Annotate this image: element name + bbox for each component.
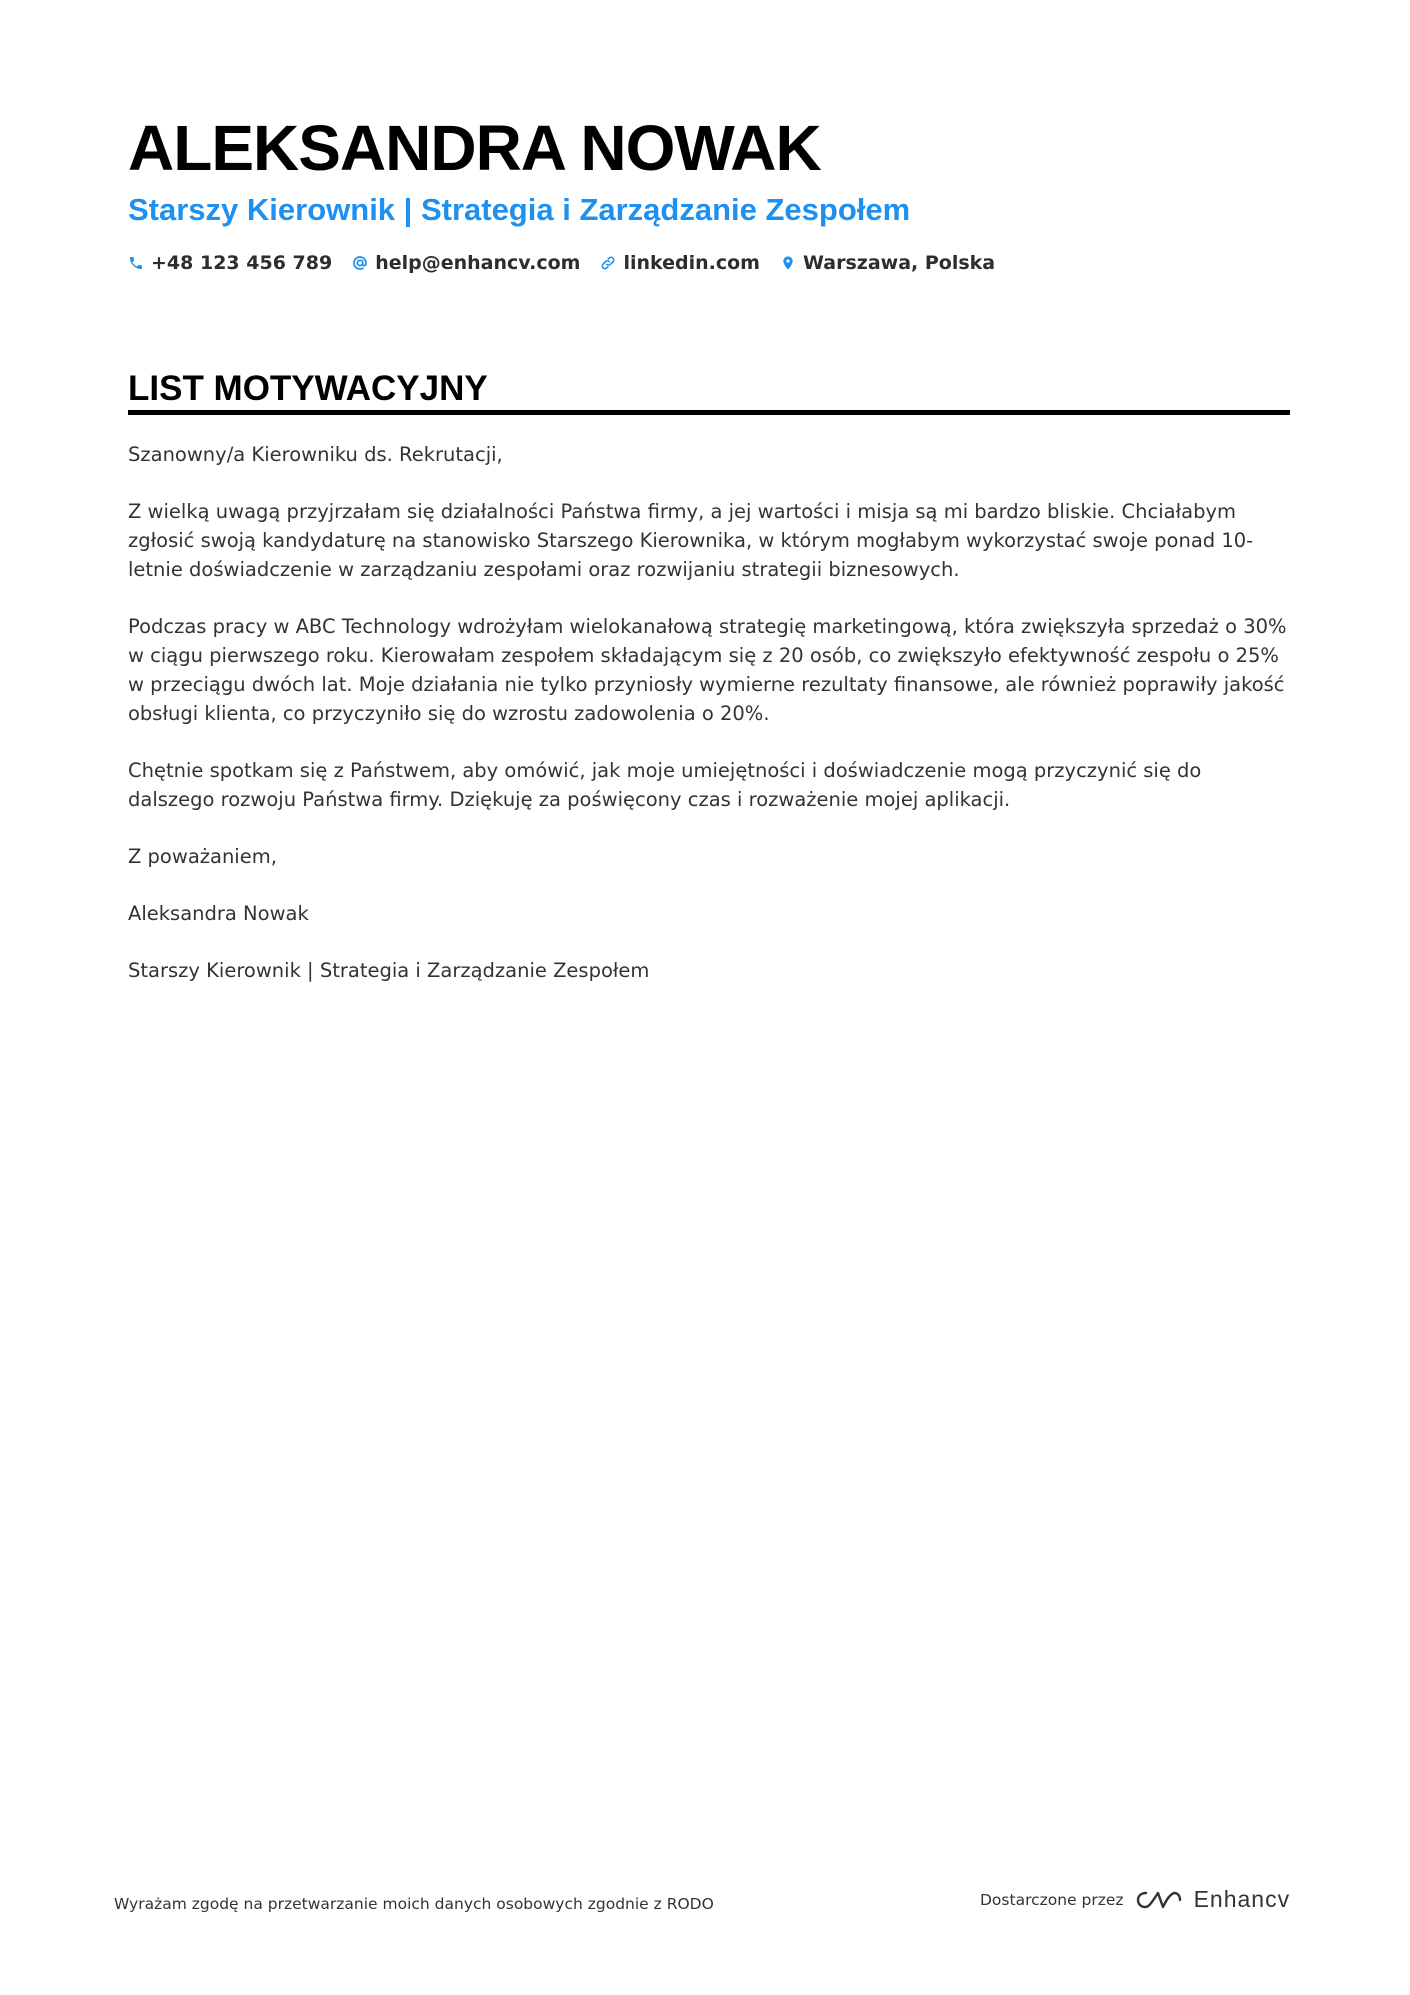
- signature-title: Starszy Kierownik | Strategia i Zarządzanie Zespołem: [128, 959, 650, 982]
- gdpr-consent-text: Wyrażam zgodę na przetwarzanie moich danych osobowych zgodnie z RODO: [114, 1895, 714, 1913]
- letter-paragraph: Chętnie spotkam się z Państwem, aby omówić, jak moje umiejętności i doświadczenie mogą przyczynić się do dalszego rozwoju Państwa firmy. Dziękuję za poświęcony czas i rozważenie mojej aplikacji.: [128, 759, 1202, 811]
- letter-body: [128, 440, 1293, 1013]
- contact-bar: [128, 252, 1015, 274]
- contact-email[interactable]: [352, 252, 580, 274]
- section-title: LIST MOTYWACYJNY: [128, 369, 488, 408]
- letter-paragraph: Podczas pracy w ABC Technology wdrożyłam wielokanałową strategię marketingową, która zwiększyła sprzedaż o 30% w ciągu pierwszego roku. Kierowałam zespołem składającym się z 20 osób, co zwiększyło efektywność zespołu o 25% w przeciągu dwóch lat. Moje działania nie tylko przyniosły wymierne rezultaty finansowe, ale również poprawiły jakość obsługi klienta, co przyczyniło się do wzrostu zadowolenia o 20%.: [128, 615, 1287, 725]
- contact-location: [780, 252, 995, 274]
- candidate-name: ALEKSANDRA NOWAK: [128, 112, 821, 184]
- letter-closing: Z poważaniem,: [128, 845, 277, 868]
- powered-by-label: Dostarczone przez: [980, 1890, 1124, 1909]
- section-divider: [128, 410, 1290, 415]
- contact-location-text: Warszawa, Polska: [802, 252, 996, 274]
- enhancv-brand-name: Enhancv: [1193, 1886, 1291, 1912]
- enhancv-logo-icon: [1136, 1887, 1182, 1913]
- letter-paragraph: Z wielką uwagą przyjrzałam się działalności Państwa firmy, a jej wartości i misja są mi bardzo bliskie. Chciałabym zgłosić swoją kandydaturę na stanowisko Starszego Kierownika, w którym mogłabym wykorzystać swoje ponad 10-letnie doświadczenie w zarządzaniu zespołami oraz rozwijaniu strategii biznesowych.: [128, 500, 1254, 581]
- signature-name: Aleksandra Nowak: [128, 902, 309, 925]
- phone-icon: [128, 255, 144, 271]
- location-pin-icon: [780, 255, 796, 271]
- letter-greeting: Szanowny/a Kierowniku ds. Rekrutacji,: [128, 443, 503, 466]
- contact-phone-text: +48 123 456 789: [151, 252, 333, 274]
- candidate-headline: Starszy Kierownik | Strategia i Zarządzanie Zespołem: [128, 192, 911, 227]
- contact-linkedin[interactable]: [600, 252, 760, 274]
- contact-email-text: help@enhancv.com: [375, 252, 581, 274]
- at-icon: [352, 255, 368, 271]
- powered-by-badge[interactable]: [980, 1886, 1290, 1913]
- contact-linkedin-text: linkedin.com: [623, 252, 760, 274]
- link-icon: [600, 255, 616, 271]
- contact-phone[interactable]: [128, 252, 332, 274]
